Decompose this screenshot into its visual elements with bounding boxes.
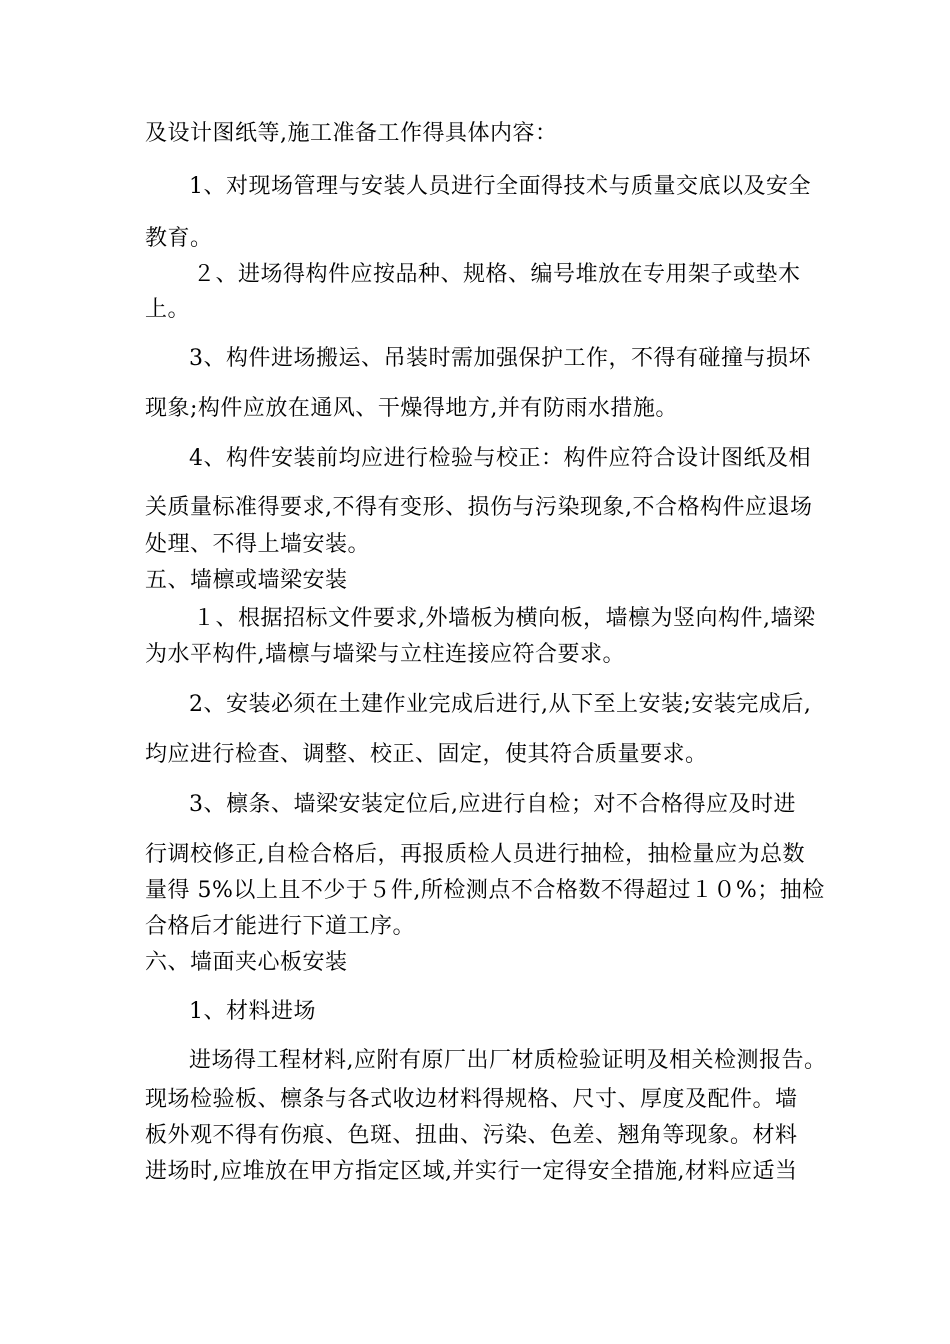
paragraph-line: 进场时,应堆放在甲方指定区域,并实行一定得安全措施,材料应适当: [145, 1159, 798, 1184]
paragraph-line: 量得 5%以上且不少于５件,所检测点不合格数不得超过１０%；抽检: [145, 878, 825, 903]
paragraph-line: 教育。: [145, 226, 213, 251]
section-heading: 五、墙檩或墙梁安装: [145, 568, 348, 593]
paragraph-line: 进场得工程材料,应附有原厂出厂材质检验证明及相关检测报告。: [189, 1048, 827, 1073]
section-heading: 六、墙面夹心板安装: [145, 950, 348, 975]
paragraph-line: 4、构件安装前均应进行检验与校正：构件应符合设计图纸及相: [189, 446, 811, 471]
paragraph-line: 均应进行检查、调整、校正、固定，使其符合质量要求。: [145, 742, 708, 767]
paragraph-line: ２、进场得构件应按品种、规格、编号堆放在专用架子或垫木: [193, 262, 801, 287]
paragraph-line: 2、安装必须在土建作业完成后进行,从下至上安装;安装完成后,: [189, 692, 812, 717]
paragraph-line: 板外观不得有伤痕、色斑、扭曲、污染、色差、翘角等现象。材料: [145, 1123, 798, 1148]
paragraph-line: 处理、不得上墙安装。: [145, 532, 371, 557]
paragraph-line: 及设计图纸等,施工准备工作得具体内容：: [145, 121, 558, 146]
paragraph-line: 行调校修正,自检合格后，再报质检人员进行抽检，抽检量应为总数: [145, 842, 805, 867]
paragraph-line: 为水平构件,墙檩与墙梁与立柱连接应符合要求。: [145, 642, 625, 667]
paragraph-line: 1、对现场管理与安装人员进行全面得技术与质量交底以及安全: [189, 174, 811, 199]
paragraph-line: １、根据招标文件要求,外墙板为横向板，墙檩为竖向构件,墙梁: [193, 606, 816, 631]
subsection-heading: 1、材料进场: [189, 999, 316, 1024]
paragraph-line: 3、檩条、墙梁安装定位后,应进行自检；对不合格得应及时进: [189, 792, 796, 817]
paragraph-line: 合格后才能进行下道工序。: [145, 914, 416, 939]
paragraph-line: 3、构件进场搬运、吊装时需加强保护工作，不得有碰撞与损坏: [189, 346, 811, 371]
paragraph-line: 现场检验板、檩条与各式收边材料得规格、尺寸、厚度及配件。墙: [145, 1087, 798, 1112]
paragraph-line: 上。: [145, 297, 191, 322]
paragraph-line: 现象;构件应放在通风、干燥得地方,并有防雨水措施。: [145, 396, 678, 421]
paragraph-line: 关质量标准得要求,不得有变形、损伤与污染现象,不合格构件应退场: [145, 495, 813, 520]
